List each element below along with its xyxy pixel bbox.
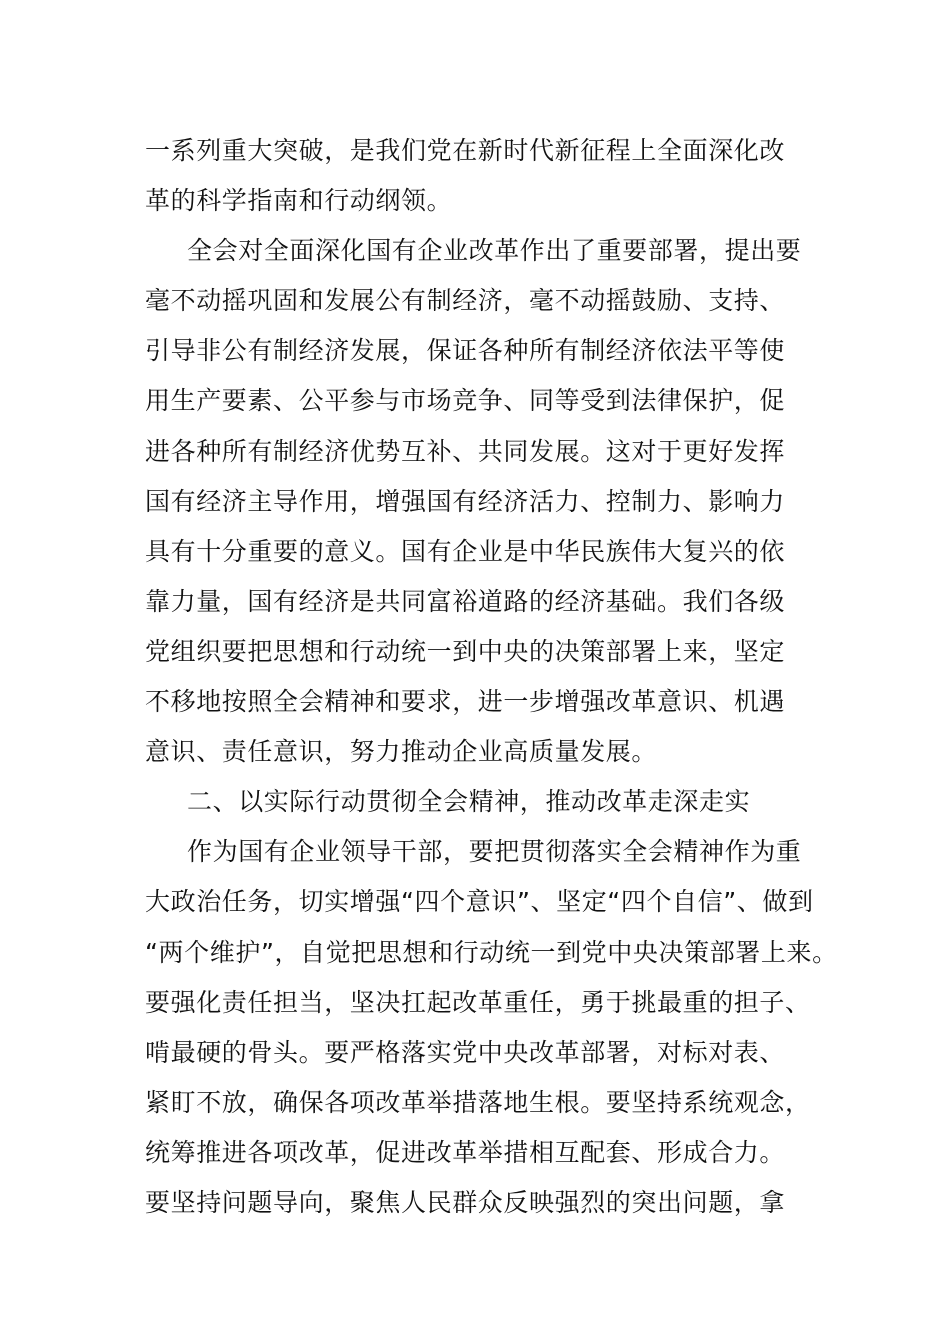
text-line: 啃最硬的骨头。要严格落实党中央改革部署，对标对表、 [145,1037,786,1067]
text-line: 统筹推进各项改革，促进改革举措相互配套、形成合力。 [145,1137,786,1167]
text-line: 靠力量，国有经济是共同富裕道路的经济基础。我们各级 [145,586,786,616]
text-line: “两个维护”，自觉把思想和行动统一到党中央决策部署上来。 [145,937,838,967]
text-line: 具有十分重要的意义。国有企业是中华民族伟大复兴的依 [145,536,786,566]
text-line: 二、以实际行动贯彻全会精神，推动改革走深走实 [187,787,751,817]
text-line: 紧盯不放，确保各项改革举措落地生根。要坚持系统观念， [145,1087,811,1117]
text-line: 要坚持问题导向，聚焦人民群众反映强烈的突出问题，拿 [145,1187,786,1217]
text-line: 用生产要素、公平参与市场竞争、同等受到法律保护，促 [145,386,786,416]
text-line: 国有经济主导作用，增强国有经济活力、控制力、影响力 [145,486,786,516]
body-text [145,126,838,1228]
text-line: 引导非公有制经济发展，保证各种所有制经济依法平等使 [145,336,786,366]
text-line: 进各种所有制经济优势互补、共同发展。这对于更好发挥 [145,436,786,466]
text-line: 一系列重大突破，是我们党在新时代新征程上全面深化改 [145,136,786,165]
text-line: 大政治任务，切实增强“四个意识”、坚定“四个自信”、做到 [145,887,814,917]
text-line: 毫不动摇巩固和发展公有制经济，毫不动摇鼓励、支持、 [145,286,786,316]
text-line: 不移地按照全会精神和要求，进一步增强改革意识、机遇 [145,687,786,717]
text-line: 全会对全面深化国有企业改革作出了重要部署，提出要 [187,236,802,266]
text-line: 作为国有企业领导干部，要把贯彻落实全会精神作为重 [187,837,802,867]
text-line: 革的科学指南和行动纲领。 [145,186,453,216]
text-line: 党组织要把思想和行动统一到中央的决策部署上来，坚定 [145,636,786,666]
text-line: 意识、责任意识，努力推动企业高质量发展。 [145,737,658,767]
text-line: 要强化责任担当，坚决扛起改革重任，勇于挑最重的担子、 [145,987,811,1017]
